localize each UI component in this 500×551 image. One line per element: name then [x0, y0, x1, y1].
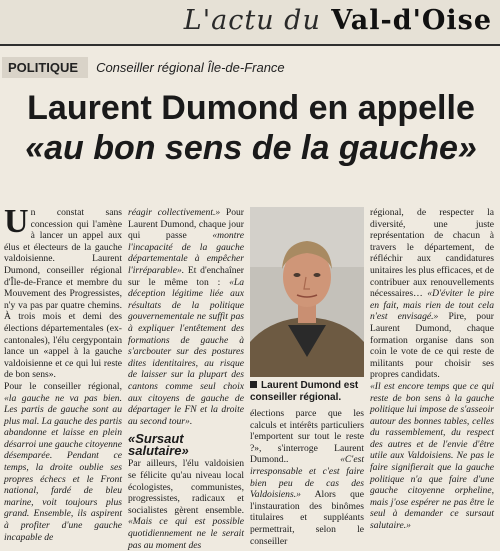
drop-cap: U — [4, 203, 29, 240]
section-banner — [0, 0, 500, 46]
paragraph-text: Pire, pour Laurent Dumond, chaque formation organise dans son coin le vote de ce qui reste de militants pour choisir ses propres candidats. — [370, 311, 494, 381]
quote-text: «D'éviter le pire en fait, mais rien de tout cela n'est envisagé.» — [370, 288, 494, 323]
paragraph-text: Par ailleurs, l'élu valdoisien se félicite qu'au niveau local écologistes, communistes, progressistes, radicaux et socialistes gèrent ensemble. — [128, 458, 244, 516]
paragraph — [4, 381, 122, 543]
paragraph — [128, 458, 244, 551]
quote-text: «montre l'incapacité de la gauche départementale à empêcher l'irréparable». — [128, 230, 244, 276]
subheading: «Sursaut salutaire» — [128, 431, 189, 458]
quote-text: «la gauche ne va pas bien. Les partis de gauche sont au plus mal. La gauche des partis abandonne et laisse en plein désarroi une gauche citoyenne désemparée. Pendant ce temps, la droite oublie ses propres échecs et le Front national, fardé de bleu marine, voit toujours plus grand. Ensemble, ils aspirent à profiter d'une gauche incapable de — [4, 392, 122, 543]
paragraph-text: régional, de respecter la diversité, une juste représentation de chacun à travers le département, de réfléchir aux candidatures unitaires les plus efficaces, et de contribuer aux renouvellements nécessaires… — [370, 207, 494, 300]
quote-text: «La déception légitime liée aux résultats de la politique gouvernementale ne suffit pas à expliquer l'entêtement des formations de gauche à s'arcbouter sur des postures dites identitaires, au risque de laisser sur la plupart des cantons comme seul choix aux citoyens de gauche de départager le FN et la droite au second tour». — [128, 276, 244, 427]
paragraph-text: Pour le conseiller régional, — [4, 380, 122, 392]
portrait-image — [250, 207, 364, 377]
paragraph — [370, 207, 494, 381]
headline-line-1: Laurent Dumond en appelle — [27, 89, 475, 127]
paragraph-text: Et d'enchaîner sur le même ton : — [128, 264, 244, 288]
portrait-photo — [250, 207, 364, 377]
paragraph — [370, 381, 494, 532]
headline-line-2: «au bon sens de la gauche» — [25, 129, 477, 167]
section-title-place: Val-d'Oise — [331, 5, 492, 36]
quote-text: «Il est encore temps que ce qui reste de bon sens à la gauche politique lui impose de s'asseoir autour des bonnes tables, celles du rassemblement, du respect des autres et de l'envie d'être utile aux Valdoisiens. Ne pas le faire signifierait que la gauche politique n'a que faire d'une gauche citoyenne orpheline, mais j'ose espérer ne pas être le seul à demander ce sursaut salutaire.» — [370, 380, 494, 532]
paragraph — [128, 207, 244, 427]
quote-text: «C'est irresponsable et c'est faire bien peu de cas des Valdoisiens.» — [250, 454, 364, 501]
quote-text: «Mais ce qui est possible quotidiennement ne le serait pas au moment des — [128, 516, 244, 551]
article-headline — [6, 88, 496, 168]
body-column-3 — [250, 408, 364, 547]
quote-text: réagir collectivement.» — [128, 207, 221, 218]
caption-square-icon — [250, 381, 257, 388]
paragraph-text: Alors que l'instauration des binômes titulaires et suppléants permettrait, selon le conseiller — [250, 489, 364, 547]
body-column-1 — [4, 203, 122, 543]
rubric-label: POLITIQUE — [2, 57, 88, 78]
paragraph-text: élections parce que les calculs et intérêts particuliers l'emportent sur tout le reste ?», s'interroge Laurent Dumond.. — [250, 408, 364, 466]
section-title-prefix: L'actu du — [183, 5, 321, 36]
paragraph-text: Pour Laurent Dumond, chaque jour qui passe — [128, 207, 244, 242]
article-kicker — [2, 56, 285, 78]
caption-text: Laurent Dumond est conseiller régional. — [250, 380, 359, 403]
intro-text: n constat sans concession qui l'amène à lancer un appel aux élus et électeurs de la gauche valdoisienne. Laurent Dumond, conseiller régional d'Île-de-France et membre du Mouvement des Progressistes, n'y va pas par quatre chemins. À trois mois et demi des élections départementales (ex-cantonales), l'élu cergypontain lance un «appel à la gauche valdoisienne et ce qui lui reste de bon sens». — [4, 207, 122, 381]
paragraph — [250, 408, 364, 547]
body-column-4 — [370, 207, 494, 532]
kicker-subtitle: Conseiller régional Île-de-France — [96, 59, 285, 75]
photo-caption — [250, 380, 364, 404]
body-column-2 — [128, 207, 244, 551]
intro-paragraph — [4, 203, 122, 381]
section-title — [184, 5, 492, 36]
